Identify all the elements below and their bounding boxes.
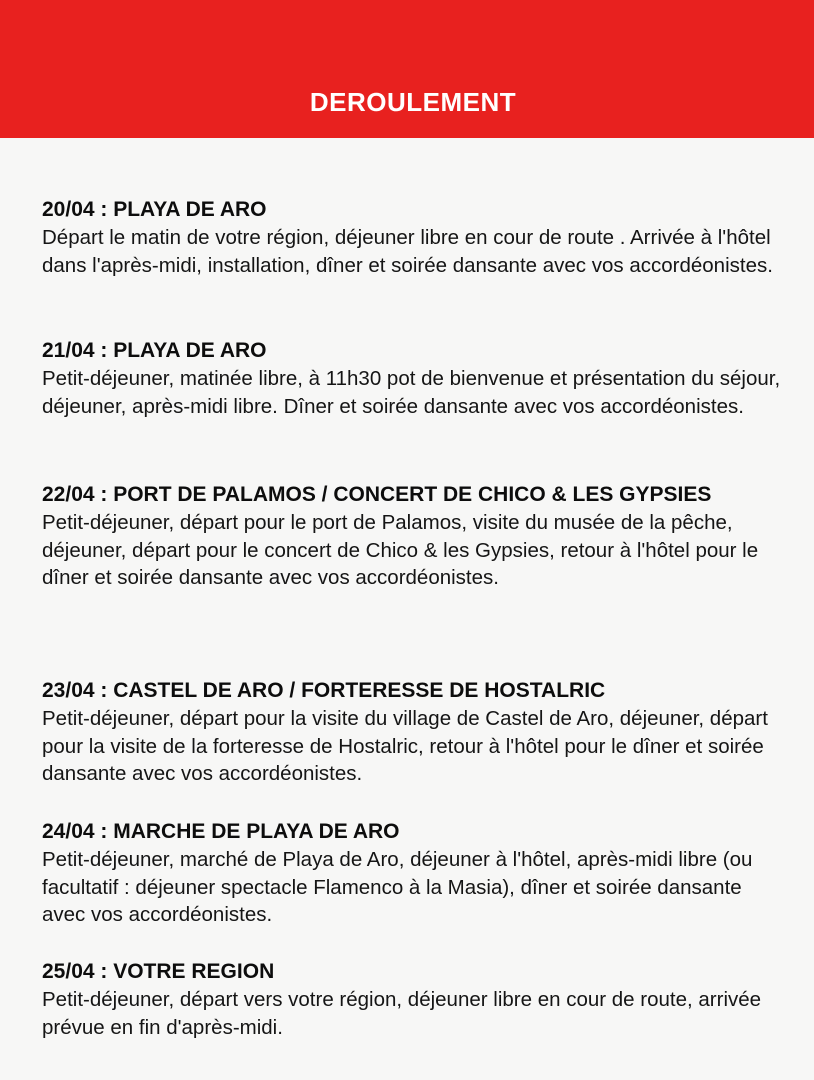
day-description: Petit-déjeuner, départ vers votre région, déjeuner libre en cour de route, arrivée prévue en fin d'après-midi. [42,988,762,1039]
header-banner [0,0,814,138]
day-section-20-04 [42,196,787,279]
day-title: 22/04 : PORT DE PALAMOS / CONCERT DE CHICO & LES GYPSIES [42,483,712,506]
day-description: Petit-déjeuner, départ pour le port de Palamos, visite du musée de la pêche, déjeuner, départ pour le concert de Chico & les Gypsies, retour à l'hôtel pour le dîner et soirée dansante avec vos accordéonistes. [42,511,759,589]
day-title: 24/04 : MARCHE DE PLAYA DE ARO [42,820,400,843]
day-section-22-04 [42,481,787,592]
day-section-25-04 [42,958,787,1041]
day-description: Petit-déjeuner, départ pour la visite du village de Castel de Aro, déjeuner, départ pour la visite de la forteresse de Hostalric, retour à l'hôtel pour le dîner et soirée dansante avec vos accordéonistes. [42,707,768,785]
itinerary-content [0,138,814,1080]
day-title: 23/04 : CASTEL DE ARO / FORTERESSE DE HOSTALRIC [42,679,606,702]
day-section-24-04 [42,818,787,929]
page-title: DEROULEMENT [309,87,517,117]
day-title: 20/04 : PLAYA DE ARO [42,198,267,221]
day-section-23-04 [42,677,787,788]
day-description: Départ le matin de votre région, déjeuner libre en cour de route . Arrivée à l'hôtel dans l'après-midi, installation, dîner et soirée dansante avec vos accordéonistes. [42,226,773,277]
day-title: 21/04 : PLAYA DE ARO [42,339,267,362]
day-description: Petit-déjeuner, matinée libre, à 11h30 pot de bienvenue et présentation du séjour, déjeuner, après-midi libre. Dîner et soirée dansante avec vos accordéonistes. [42,367,781,418]
day-description: Petit-déjeuner, marché de Playa de Aro, déjeuner à l'hôtel, après-midi libre (ou facultatif : déjeuner spectacle Flamenco à la Masia), dîner et soirée dansante avec vos accordéonistes. [42,848,753,926]
day-title: 25/04 : VOTRE REGION [42,960,275,983]
day-section-21-04 [42,337,787,420]
